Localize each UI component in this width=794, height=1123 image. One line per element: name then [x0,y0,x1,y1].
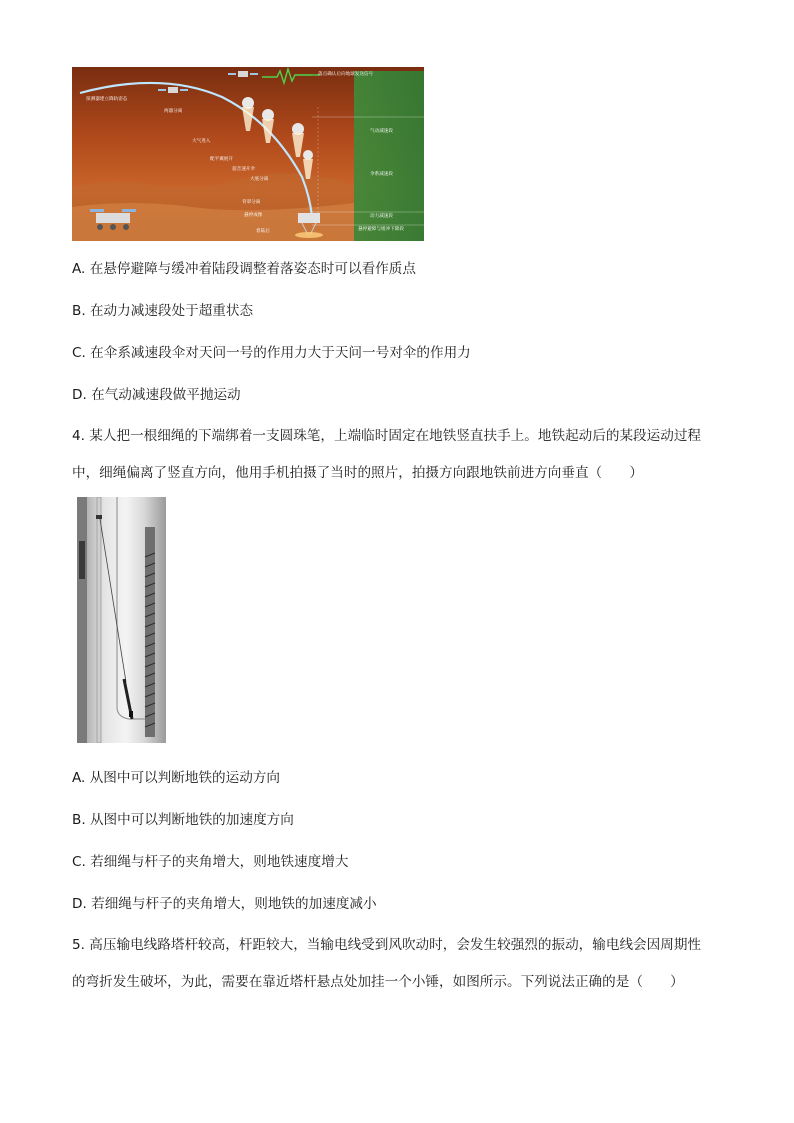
q3-option-a: A. 在悬停避障与缓冲着陆段调整着落姿态时可以看作质点 [72,261,416,277]
q3-option-b: B. 在动力减速段处于超重状态 [72,303,254,319]
label-attitude: 探测器建立降轨姿态 [86,97,128,102]
q4-option-c: C. 若细绳与杆子的夹角增大，则地铁速度增大 [72,854,349,870]
q4-option-b: B. 从图中可以判断地铁的加速度方向 [72,812,294,828]
label-hover: 悬停成像 [244,213,263,218]
phase-aero: 气动减速段 [370,129,393,134]
q5-stem-line1: 5. 高压输电线路塔杆较高，杆距较大，当输电线受到风吹动时，会发生较强烈的振动，输电线会因周期性 [72,937,702,953]
q3-option-c: C. 在伞系减速段伞对天问一号的作用力大于天问一号对伞的作用力 [72,345,471,361]
q4-option-a: A. 从图中可以判断地铁的运动方向 [72,770,281,786]
q4-stem-line2: 中，细绳偏离了竖直方向，他用手机拍摄了当时的照片，拍摄方向跟地铁前进方向垂直（ ） [72,465,643,481]
q4-stem-line1: 4. 某人把一根细绳的下端绑着一支圆珠笔，上端临时固定在地铁竖直扶手上。地铁起动后的某段运动过程 [72,428,702,444]
q5-stem-line2: 的弯折发生破坏，为此，需要在靠近塔杆悬点处加挂一个小锤，如图所示。下列说法正确的是（ ） [72,974,684,990]
q4-option-d: D. 若细绳与杆子的夹角增大，则地铁的加速度减小 [72,896,377,912]
label-heatshield: 大底分离 [250,177,269,182]
label-backshell: 背罩分离 [242,200,261,205]
label-landed: 着陆后 [256,229,270,234]
q3-option-d: D. 在气动减速段做平抛运动 [72,387,241,403]
label-entry: 大气进入 [192,139,211,144]
label-parachute: 超音速开伞 [232,167,255,172]
subway-pole-photo [77,497,166,743]
label-separation: 两器分离 [164,109,183,114]
label-signal: 落点确认后向地球发送信号 [318,72,374,77]
subway-pole-graphic [77,497,166,743]
label-trim-wing: 配平翼展开 [210,157,233,162]
phase-powered: 动力减速段 [370,214,393,219]
phase-hover: 悬停避障与缓冲下降段 [358,227,404,232]
mars-landing-figure [72,67,424,241]
phase-parachute: 伞系减速段 [370,172,393,177]
